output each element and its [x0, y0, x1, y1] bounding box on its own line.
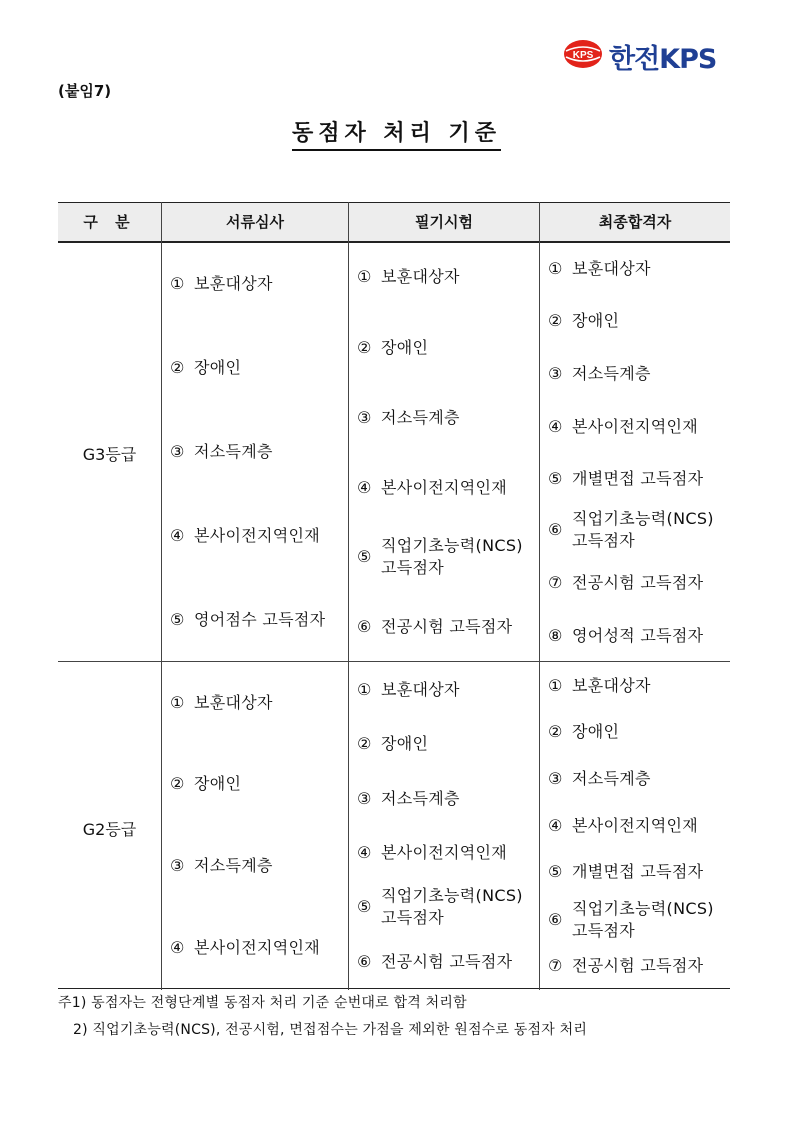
kps-logo-mark-icon: [563, 39, 603, 69]
list-item: ③ 저소득계층: [170, 442, 273, 461]
list-item: ⑦ 전공시험 고득점자: [548, 573, 704, 592]
list-item: ① 보훈대상자: [170, 693, 273, 712]
grade-label-g2: G2등급: [82, 820, 137, 839]
list-item: ⑥ 전공시험 고득점자: [357, 617, 513, 636]
header-category: 구 분: [83, 213, 136, 231]
company-logo: [563, 36, 743, 75]
grade-label-g3: G3등급: [82, 445, 137, 464]
list-item: ④ 본사이전지역인재: [548, 816, 699, 835]
list-item: ③ 저소득계층: [548, 364, 651, 383]
column-divider: [348, 202, 349, 990]
page-title: 동점자 처리 기준: [0, 116, 793, 147]
list-item: ③ 저소득계층: [548, 769, 651, 788]
row-divider: [58, 661, 730, 662]
list-item: ④ 본사이전지역인재: [170, 526, 321, 545]
list-item: ① 보훈대상자: [357, 680, 460, 699]
column-divider: [539, 202, 540, 990]
header-document-review: 서류심사: [226, 213, 284, 231]
list-item: ① 보훈대상자: [548, 259, 651, 278]
list-item: ① 보훈대상자: [170, 274, 273, 293]
header-final-passer: 최종합격자: [598, 213, 672, 231]
tie-break-table: [58, 202, 730, 990]
list-item: ② 장애인: [548, 311, 620, 330]
list-item: ② 장애인: [357, 338, 429, 357]
column-divider: [161, 202, 162, 990]
logo-mark-text: KPS: [572, 50, 594, 61]
attachment-label: (붙임7): [58, 82, 112, 100]
list-item: ③ 저소득계층: [170, 856, 273, 875]
logo-text: 한전KPS: [609, 44, 717, 75]
list-item: ⑤ 직업기초능력(NCS) 고득점자: [357, 886, 523, 927]
list-item: ③ 저소득계층: [357, 408, 460, 427]
list-item: ② 장애인: [357, 734, 429, 753]
list-item: ① 보훈대상자: [548, 676, 651, 695]
list-item: ⑥ 직업기초능력(NCS) 고득점자: [548, 509, 714, 550]
list-item: ⑤ 영어점수 고득점자: [170, 610, 326, 629]
list-item: ⑤ 직업기초능력(NCS) 고득점자: [357, 536, 523, 577]
list-item: ④ 본사이전지역인재: [357, 478, 508, 497]
list-item: ④ 본사이전지역인재: [170, 938, 321, 957]
list-item: ② 장애인: [170, 774, 242, 793]
list-item: ② 장애인: [170, 358, 242, 377]
table-bottom-border: [58, 988, 730, 989]
list-item: ② 장애인: [548, 722, 620, 741]
list-item: ⑤ 개별면접 고득점자: [548, 862, 704, 881]
list-item: ⑤ 개별면접 고득점자: [548, 469, 704, 488]
list-item: ⑥ 직업기초능력(NCS) 고득점자: [548, 899, 714, 940]
list-item: ⑧ 영어성적 고득점자: [548, 626, 704, 645]
list-item: ③ 저소득계층: [357, 789, 460, 808]
list-item: ⑥ 전공시험 고득점자: [357, 952, 513, 971]
list-item: ⑦ 전공시험 고득점자: [548, 956, 704, 975]
list-item: ④ 본사이전지역인재: [548, 417, 699, 436]
list-item: ④ 본사이전지역인재: [357, 843, 508, 862]
list-item: ① 보훈대상자: [357, 267, 460, 286]
note-1: 주1) 동점자는 전형단계별 동점자 처리 기준 순번대로 합격 처리함: [58, 995, 467, 1011]
header-written-test: 필기시험: [415, 213, 473, 231]
note-2: 2) 직업기초능력(NCS), 전공시험, 면접점수는 가점을 제외한 원점수로 동점자 처리: [73, 1022, 588, 1038]
